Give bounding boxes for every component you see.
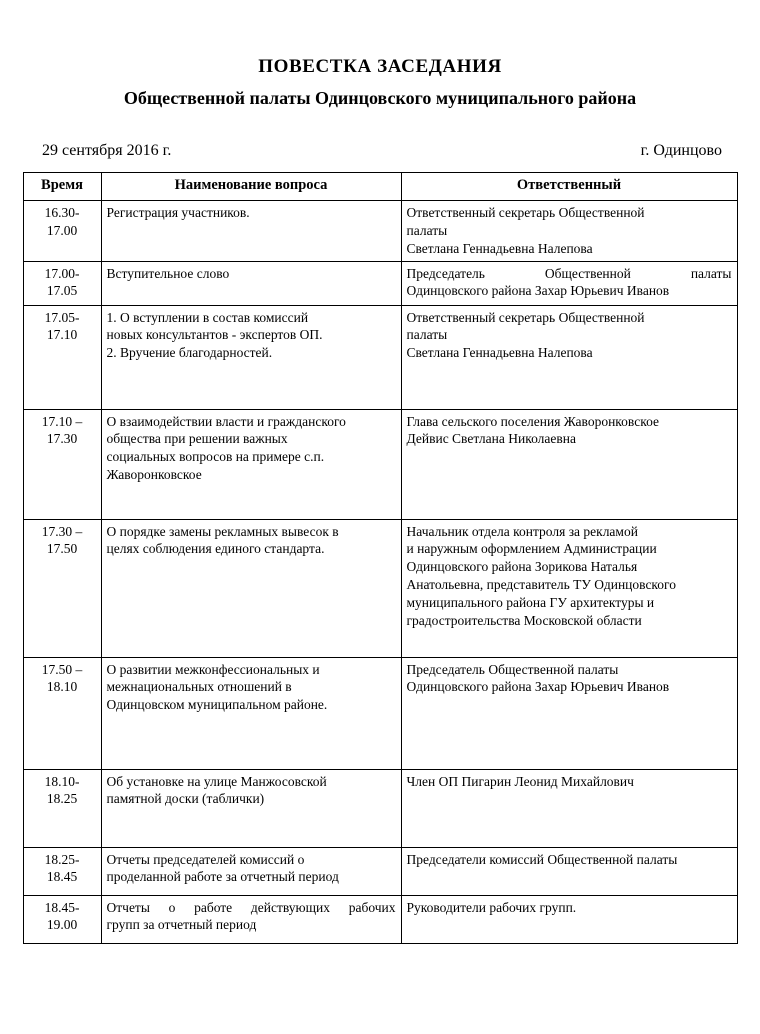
responsible-line: Глава сельского поселения Жаворонковское [406,413,659,429]
time-start: 17.50 – [41,661,83,677]
name-line: Об установке на улице Манжосовской [106,773,327,789]
cell-time [23,895,101,943]
responsible-line: Председатель Общественной палаты [406,265,732,281]
time-end: 17.50 [46,541,78,557]
time-end: 17.10 [46,327,78,343]
cell-responsible [401,657,737,769]
cell-responsible [401,847,737,895]
name-line: 2. Вручение благодарностей. [106,345,273,361]
cell-name [101,895,401,943]
cell-time [23,657,101,769]
time-start: 17.05- [44,309,80,325]
responsible-line: Председатель Общественной палаты [406,661,619,677]
table-header-row [23,173,737,200]
table-row [23,261,737,305]
responsible-line: Светлана Геннадьевна Налепова [406,345,593,361]
responsible-line: муниципального района ГУ архитектуры и [406,595,655,611]
responsible-line: Анатольевна, представитель ТУ Одинцовского [406,577,677,593]
time-start: 18.10- [44,773,80,789]
name-line: Отчеты председателей комиссий о [106,851,305,867]
time-end: 19.00 [46,917,78,933]
name-line: целях соблюдения единого стандарта. [106,541,325,557]
cell-time [23,847,101,895]
document-meta [0,142,760,160]
time-start: 18.45- [44,899,80,915]
cell-name [101,519,401,657]
table-row [23,305,737,409]
table-row [23,409,737,519]
responsible-line: Светлана Геннадьевна Налепова [406,240,593,256]
cell-time [23,200,101,261]
responsible-line: Руководители рабочих групп. [406,899,577,915]
meeting-place: г. Одинцово [640,142,722,160]
cell-responsible [401,519,737,657]
cell-time [23,409,101,519]
responsible-line: палаты [406,222,448,238]
cell-name [101,261,401,305]
time-end: 17.00 [46,222,78,238]
time-start: 17.00- [44,265,80,281]
name-line: О порядке замены рекламных вывесок в [106,523,339,539]
time-start: 16.30- [44,204,80,220]
time-start: 17.30 – [41,523,83,539]
responsible-line: Член ОП Пигарин Леонид Михайлович [406,773,634,789]
cell-responsible [401,769,737,847]
name-line: Регистрация участников. [106,204,250,220]
cell-responsible [401,409,737,519]
cell-responsible [401,261,737,305]
name-line: 1. О вступлении в состав комиссий [106,309,309,325]
time-end: 18.45 [46,869,78,885]
name-line: О взаимодействии власти и гражданского [106,413,346,429]
name-line: О развитии межконфессиональных и [106,661,320,677]
column-header-time: Время [23,173,101,200]
cell-name [101,305,401,409]
cell-responsible [401,200,737,261]
time-end: 18.10 [46,679,78,695]
meeting-date: 29 сентября 2016 г. [42,142,172,160]
name-line: социальных вопросов на примере с.п. [106,449,325,465]
document-title: ПОВЕСТКА ЗАСЕДАНИЯ [258,56,502,77]
responsible-line: градостроительства Московской области [406,613,642,629]
table-row [23,657,737,769]
responsible-line: палаты [406,327,448,343]
responsible-line: Одинцовского района Зорикова Наталья [406,559,638,575]
responsible-line: Начальник отдела контроля за рекламой [406,523,638,539]
name-line: проделанной работе за отчетный период [106,869,339,885]
responsible-line: Одинцовского района Захар Юрьевич Иванов [406,283,670,299]
cell-time [23,261,101,305]
cell-time [23,519,101,657]
column-header-responsible: Ответственный [401,173,737,200]
time-start: 17.10 – [41,413,83,429]
table-row [23,847,737,895]
time-start: 18.25- [44,851,80,867]
responsible-line: Председатели комиссий Общественной палаты [406,851,678,867]
column-header-name: Наименование вопроса [101,173,401,200]
table-row [23,519,737,657]
time-end: 18.25 [46,791,78,807]
responsible-line: Дейвис Светлана Николаевна [406,431,576,447]
table-row [23,895,737,943]
table-row [23,769,737,847]
cell-name [101,847,401,895]
responsible-line: и наружным оформлением Администрации [406,541,657,557]
time-end: 17.30 [46,431,78,447]
agenda-table [23,172,738,943]
name-line: Жаворонковское [106,467,202,483]
table-row [23,200,737,261]
cell-time [23,305,101,409]
name-line: межнациональных отношений в [106,679,292,695]
cell-time [23,769,101,847]
responsible-line: Ответственный секретарь Общественной [406,204,645,220]
time-end: 17.05 [46,283,78,299]
cell-name [101,409,401,519]
responsible-line: Ответственный секретарь Общественной [406,309,645,325]
name-line: Одинцовском муниципальном районе. [106,697,328,713]
agenda-table-body [23,200,737,943]
document-header [0,0,760,109]
name-line: новых консультантов - экспертов ОП. [106,327,323,343]
cell-name [101,200,401,261]
name-line: групп за отчетный период [106,917,257,933]
cell-responsible [401,895,737,943]
name-line: общества при решении важных [106,431,288,447]
name-line: Вступительное слово [106,265,230,281]
document-subtitle: Общественной палаты Одинцовского муниципального района [123,87,637,108]
responsible-line: Одинцовского района Захар Юрьевич Иванов [406,679,670,695]
cell-responsible [401,305,737,409]
name-line: памятной доски (таблички) [106,791,265,807]
cell-name [101,657,401,769]
name-line: Отчеты о работе действующих рабочих [106,899,396,915]
cell-name [101,769,401,847]
